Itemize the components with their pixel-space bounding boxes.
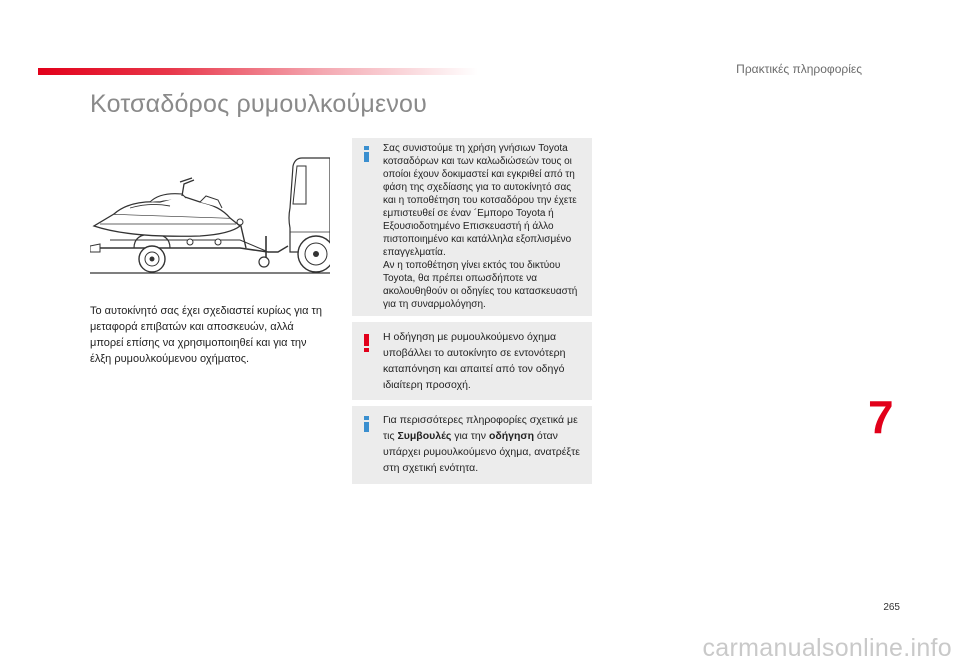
- recommendation-text-2: Αν η τοποθέτηση γίνει εκτός του δικτύου Toyota, θα πρέπει οπωσδήποτε να ακολουθηθούν οι οδηγίες του κατασκευαστή για τη συναρμολόγηση.: [383, 260, 578, 310]
- info-icon: [364, 146, 369, 162]
- page-title: Κοτσαδόρος ρυμουλκούμενου: [90, 90, 428, 118]
- watermark: carmanualsonline.info: [702, 634, 952, 662]
- more-info-link-advice: Συμβουλές: [397, 430, 452, 442]
- chapter-number: 7: [868, 391, 894, 443]
- intro-paragraph: Το αυτοκίνητό σας έχει σχεδιαστεί κυρίως για τη μεταφορά επιβατών και αποσκευών, αλλά μπορεί επίσης να χρησιμοποιηθεί και για την έλξη ρυμουλκούμενου οχήματος.: [90, 305, 322, 365]
- more-info-text-post: όταν υπάρχει ρυμουλκούμενο όχημα, ανατρέξτε στη σχετική ενότητα.: [383, 430, 580, 474]
- recommendation-notice: [352, 138, 592, 316]
- header-accent-bar: [38, 68, 478, 75]
- info-icon: [364, 416, 369, 432]
- more-info-text-pre: Για περισσότερες πληροφορίες σχετικά με τις: [383, 414, 578, 442]
- more-info-text-mid: για την: [451, 430, 489, 442]
- car-towing-jetski-trailer-illustration: [90, 156, 330, 276]
- more-info-notice: [352, 406, 592, 484]
- more-info-text: [383, 412, 586, 476]
- page-number: 265: [883, 602, 900, 613]
- warning-text: Η οδήγηση με ρυμουλκούμενο όχημα υποβάλλει το αυτοκίνητο σε εντονότερη καταπόνηση και απαιτεί από τον οδηγό ιδιαίτερη προσοχή.: [383, 331, 566, 391]
- more-info-link-driving: οδήγηση: [488, 430, 534, 442]
- warning-notice: [352, 322, 592, 400]
- warning-icon: [364, 334, 369, 352]
- recommendation-text-1: Σας συνιστούμε τη χρήση γνήσιων Toyota κοτσαδόρων και των καλωδιώσεών τους οι οποίοι έχουν δοκιμαστεί και εγκριθεί από τη φάση της σχεδίασης για το αυτοκίνητό σας και η τοποθέτηση του κοτσαδόρου την έχετε εμπιστευθεί σε έναν ´Εμπορο Toyota ή Εξουσιοδοτημένο Επισκευαστή ή άλλο πιστοποιημένο και κατάλληλα εξοπλισμένο επαγγελματία.: [383, 143, 577, 258]
- section-name: Πρακτικές πληροφορίες: [736, 62, 862, 76]
